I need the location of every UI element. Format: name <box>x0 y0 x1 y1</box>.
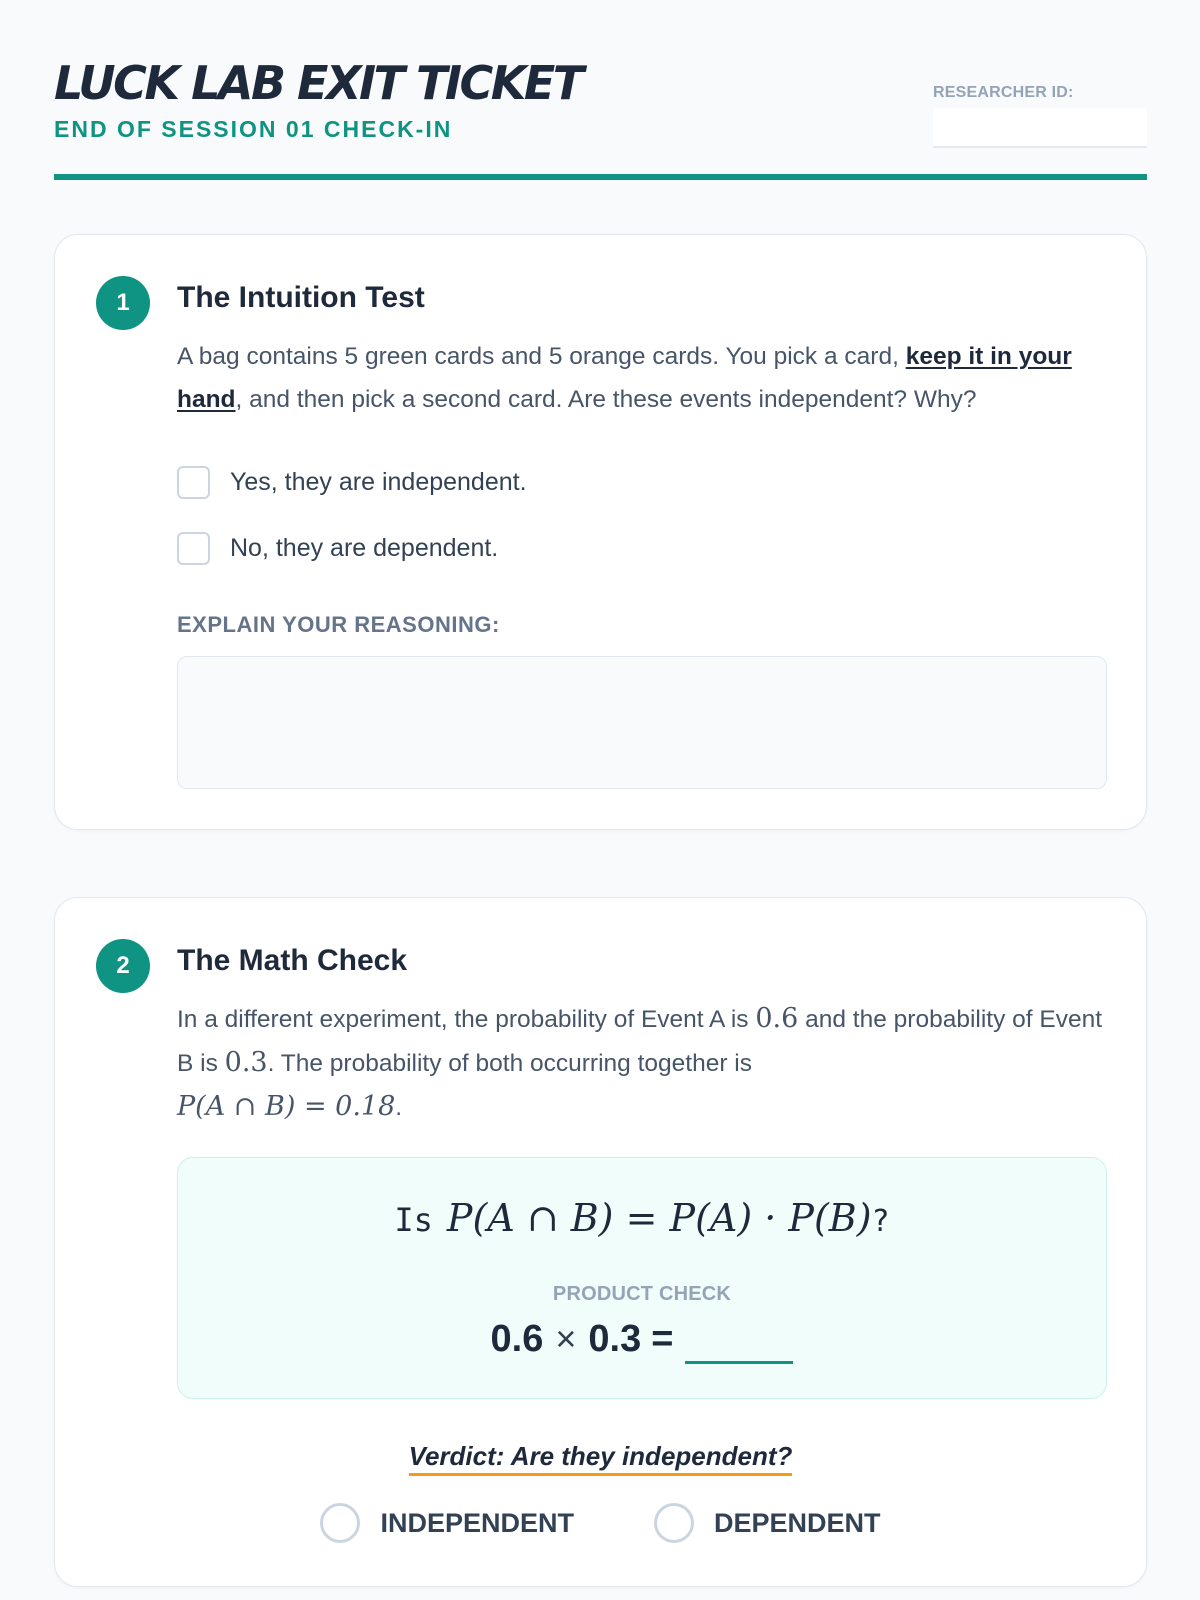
question-emphasis: keep it in your hand <box>177 343 1072 413</box>
question-text <box>177 335 1107 421</box>
question-text-part: . <box>395 1094 403 1121</box>
radio-button[interactable] <box>654 1503 694 1543</box>
question-text-part: . The probability of both occurring together is <box>267 1050 752 1077</box>
probability-a: 0.6 <box>755 1003 799 1034</box>
question-text-part: , and then pick a second card. Are these events independent? Why? <box>235 386 977 413</box>
verdict-text: Verdict: Are they independent? <box>409 1441 793 1476</box>
header-divider <box>54 174 1147 180</box>
question-text-part: and the probability of Event B is <box>177 1006 1103 1077</box>
choice-dependent[interactable] <box>654 1503 881 1543</box>
checkbox[interactable] <box>177 466 210 499</box>
researcher-id-input[interactable] <box>933 108 1147 148</box>
product-factor-a: 0.6 <box>490 1318 544 1360</box>
verdict-prompt <box>55 1441 1146 1472</box>
times-symbol: × <box>555 1318 577 1359</box>
probability-a-and-b: P(A ∩ B) = 0.18 <box>177 1091 396 1122</box>
choice-label: DEPENDENT <box>714 1507 881 1538</box>
product-factor-b: 0.3 <box>588 1318 642 1360</box>
product-check-label: PRODUCT CHECK <box>552 1283 732 1305</box>
page-subtitle: END OF SESSION 01 CHECK-IN <box>54 116 453 142</box>
equals-symbol: = <box>651 1318 674 1360</box>
option-independent[interactable] <box>177 466 527 499</box>
formula-expression: P(A ∩ B) = P(A) · P(B) <box>446 1196 872 1240</box>
question-card-1 <box>54 234 1147 830</box>
question-text-part: In a different experiment, the probability of Event A is <box>177 1006 756 1033</box>
formula-prefix: Is <box>394 1201 433 1239</box>
exit-ticket-page <box>54 0 1147 1538</box>
product-equation <box>178 1318 1106 1364</box>
question-text-part: A bag contains 5 green cards and 5 orange cards. You pick a card, <box>177 343 906 370</box>
reasoning-textarea[interactable] <box>177 656 1107 789</box>
option-dependent[interactable] <box>177 532 498 565</box>
researcher-id-group <box>933 84 1147 148</box>
header <box>54 0 1147 180</box>
checkbox[interactable] <box>177 532 210 565</box>
question-card-2 <box>54 897 1147 1587</box>
verdict-choices <box>55 1503 1146 1543</box>
reasoning-label: EXPLAIN YOUR REASONING: <box>177 612 500 637</box>
option-label: No, they are dependent. <box>230 534 499 562</box>
question-title: The Math Check <box>177 944 408 977</box>
product-check-panel <box>177 1157 1107 1399</box>
option-label: Yes, they are independent. <box>230 468 527 496</box>
question-number-badge: 1 <box>96 276 150 330</box>
choice-label: INDEPENDENT <box>380 1507 574 1538</box>
choice-independent[interactable] <box>320 1503 574 1543</box>
formula-question-mark: ? <box>871 1204 890 1239</box>
question-text <box>177 997 1107 1129</box>
question-title: The Intuition Test <box>177 281 425 314</box>
independence-formula <box>178 1196 1106 1240</box>
question-number-badge: 2 <box>96 939 150 993</box>
probability-b: 0.3 <box>224 1047 268 1078</box>
radio-button[interactable] <box>320 1503 360 1543</box>
page-title: LUCK LAB EXIT TICKET <box>54 56 582 110</box>
product-answer-input[interactable] <box>685 1324 793 1364</box>
researcher-id-label: RESEARCHER ID: <box>933 84 1074 101</box>
